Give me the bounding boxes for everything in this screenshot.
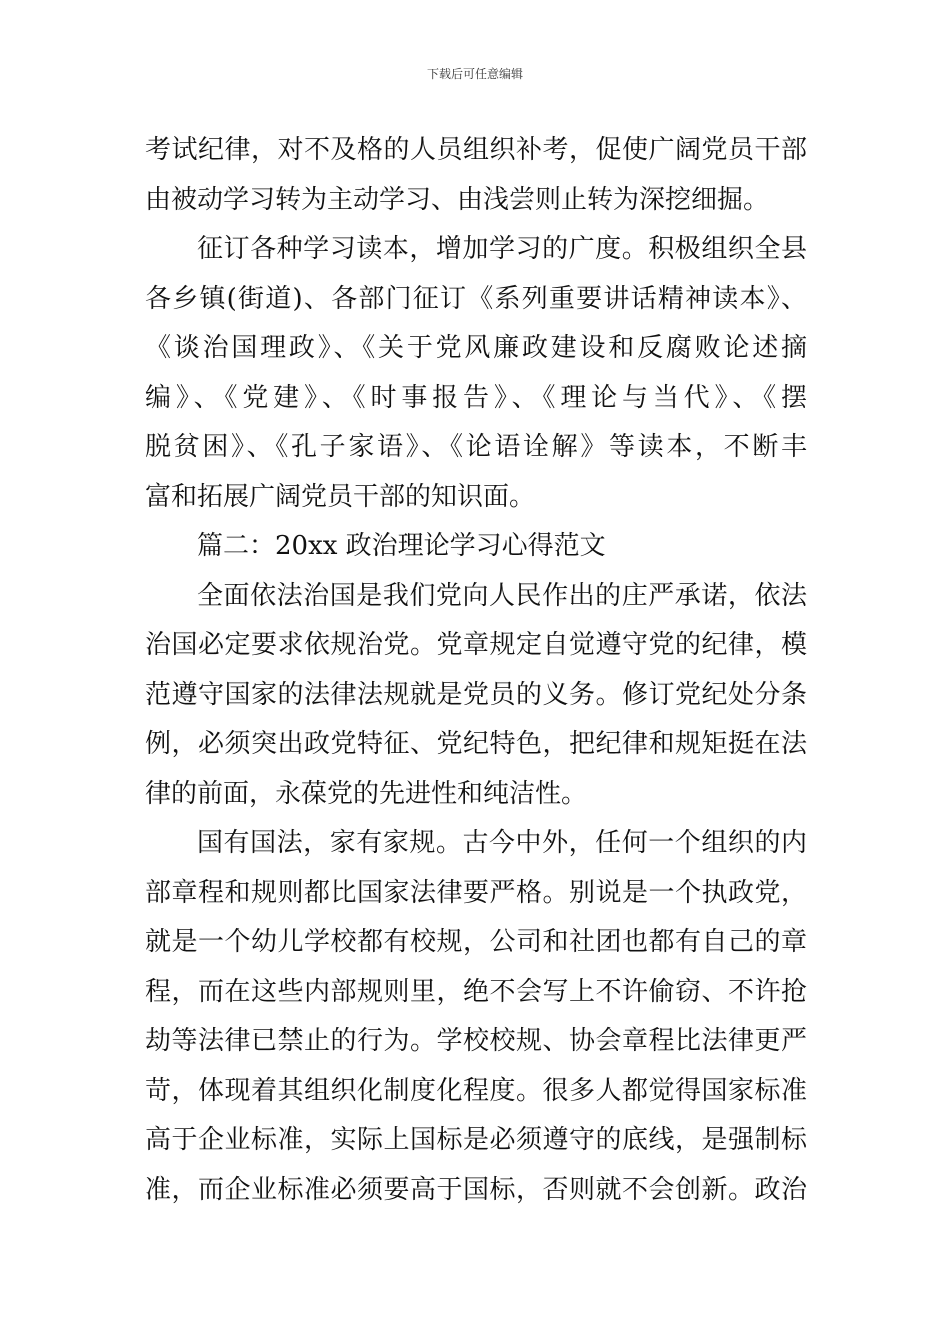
text-line: 治国必定要求依规治党。党章规定自觉遵守党的纪律，模 [145, 630, 807, 660]
text-line: 国有国法，家有家规。古今中外，任何一个组织的内 [197, 828, 807, 858]
text-line: 编》、《党建》、《时事报告》、《理论与当代》、《摆 [145, 382, 807, 413]
text-line: 劫等法律已禁止的行为。学校校规、协会章程比法律更严 [145, 1026, 807, 1056]
text-line: 脱贫困》、《孔子家语》、《论语诠解》等读本，不断丰 [145, 432, 807, 462]
text-line: 范遵守国家的法律法规就是党员的义务。修订党纪处分条 [145, 679, 807, 710]
page-header: 下载后可任意编辑 [426, 67, 523, 81]
section-heading: 篇二：20xx 政治理论学习心得范文 [197, 531, 606, 561]
text-line: 例，必须突出政党特征、党纪特色，把纪律和规矩挺在法 [145, 729, 807, 759]
text-line: 就是一个幼儿学校都有校规，公司和社团也都有自己的章 [145, 927, 807, 957]
document-body [145, 126, 807, 1215]
text-line: 由被动学习转为主动学习、由浅尝则止转为深挖细掘。 [145, 184, 770, 215]
text-line: 全面依法治国是我们党向人民作出的庄严承诺，依法 [197, 580, 807, 611]
text-line: 准，而企业标准必须要高于国标，否则就不会创新。政治 [145, 1174, 807, 1205]
text-line: 部章程和规则都比国家法律要严格。别说是一个执政党， [145, 877, 807, 908]
text-line: 程，而在这些内部规则里，绝不会写上不许偷窃、不许抢 [145, 976, 807, 1007]
text-line: 律的前面，永葆党的先进性和纯洁性。 [145, 778, 588, 809]
text-line: 《谈治国理政》、《关于党风廉政建设和反腐败论述摘 [145, 333, 807, 363]
text-line: 各乡镇(街道)、各部门征订《系列重要讲话精神读本》、 [145, 283, 807, 314]
text-line: 高于企业标准，实际上国标是必须遵守的底线，是强制标 [145, 1125, 807, 1155]
text-line: 征订各种学习读本，增加学习的广度。积极组织全县 [197, 234, 807, 264]
text-line: 考试纪律，对不及格的人员组织补考，促使广阔党员干部 [145, 135, 807, 165]
text-line: 富和拓展广阔党员干部的知识面。 [145, 481, 536, 512]
text-line: 苛，体现着其组织化制度化程度。很多人都觉得国家标准 [145, 1075, 807, 1106]
